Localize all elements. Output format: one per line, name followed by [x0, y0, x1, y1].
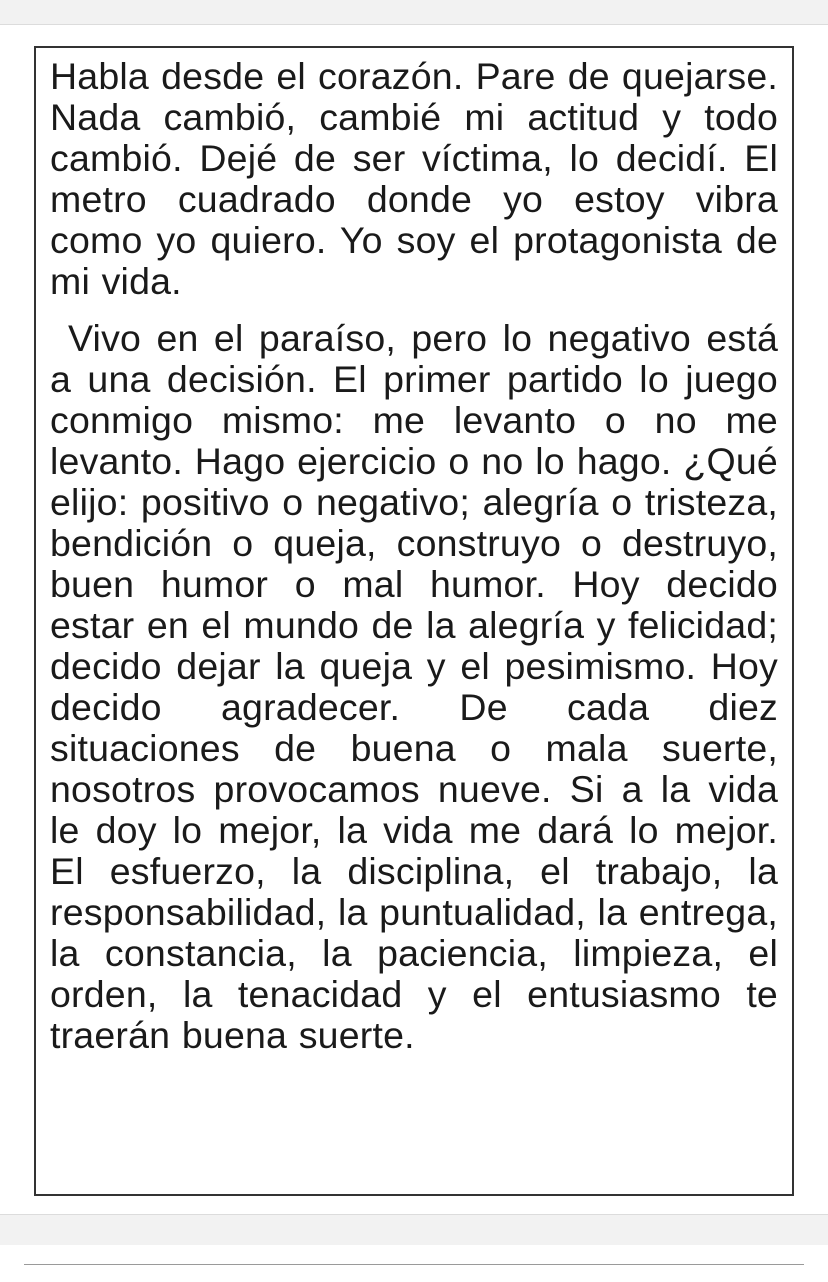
- top-divider-band: [0, 0, 828, 25]
- quote-text-box: [34, 46, 794, 1196]
- bottom-separator-line: [24, 1264, 804, 1265]
- paragraph-1: Habla desde el corazón. Pare de quejarse. Nada cambió, cambié mi actitud y todo cambió. Dejé de ser víctima, lo decidí. El metro cuadrado donde yo estoy vibra como yo quiero. Yo soy el protagonista de mi vida.: [50, 55, 778, 302]
- bottom-divider-band: [0, 1214, 828, 1245]
- paragraph-2: Vivo en el paraíso, pero lo negativo está a una decisión. El primer partido lo juego conmigo mismo: me levanto o no me levanto. Hago ejercicio o no lo hago. ¿Qué elijo: positivo o negativo; alegría o tristeza, bendición o queja, construyo o destruyo, buen humor o mal humor. Hoy decido estar en el mundo de la alegría y felicidad; decido dejar la queja y el pesimismo. Hoy decido agradecer. De cada diez situaciones de buena o mala suerte, nosotros provocamos nueve. Si a la vida le doy lo mejor, la vida me dará lo mejor. El esfuerzo, la disciplina, el trabajo, la responsabilidad, la puntualidad, la entrega, la constancia, la paciencia, limpieza, el orden, la tenacidad y el entusiasmo te traerán buena suerte.: [50, 317, 778, 1056]
